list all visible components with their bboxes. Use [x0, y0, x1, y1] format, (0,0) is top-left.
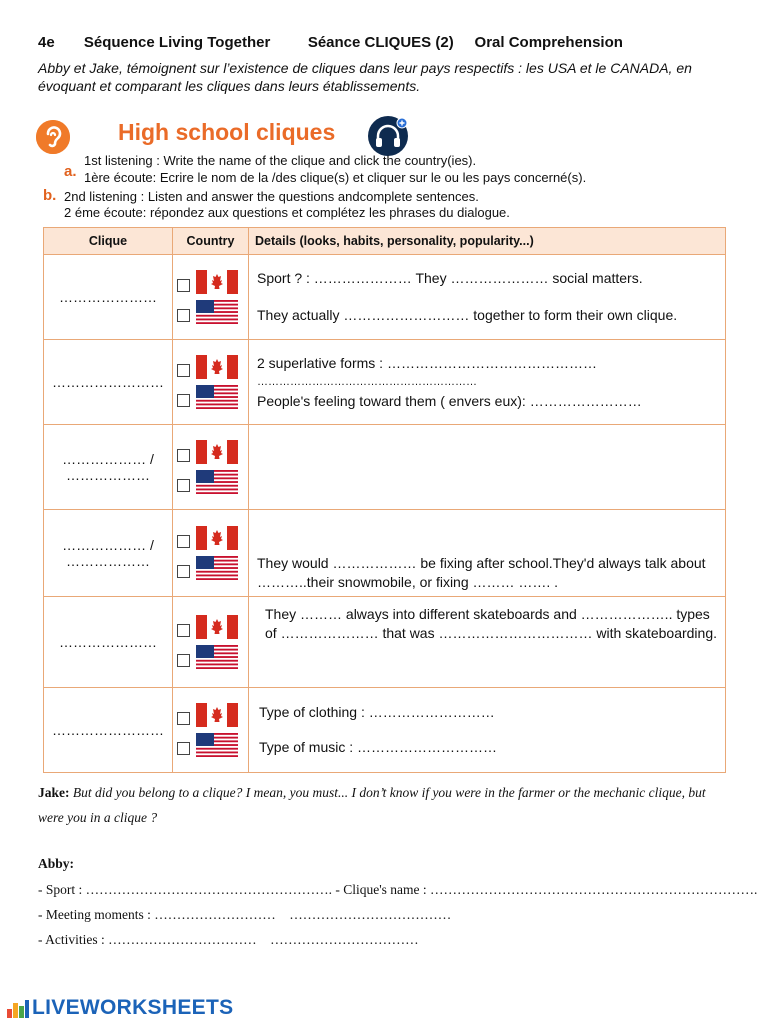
- canada-checkbox[interactable]: [177, 624, 190, 637]
- country-cell: [173, 688, 249, 773]
- canada-checkbox[interactable]: [177, 279, 190, 292]
- liveworksheets-logo: [6, 996, 233, 1020]
- intro-text: Abby et Jake, témoignent sur l’existence de cliques dans leur pays respectifs : les USA et le CANADA, en évoquant et comparant les cliques dans leurs établissements.: [38, 60, 692, 94]
- canada-flag-icon: [196, 355, 238, 379]
- details-line: Type of clothing : ………………………: [259, 704, 495, 720]
- table-row: [44, 255, 726, 340]
- canada-checkbox[interactable]: [177, 364, 190, 377]
- clique-name-field[interactable]: ……………… / ………………: [44, 510, 173, 597]
- usa-flag-icon: [196, 733, 238, 757]
- canada-checkbox[interactable]: [177, 535, 190, 548]
- jake-question: [38, 780, 728, 830]
- clique-name-field[interactable]: …………………: [44, 255, 173, 340]
- headphones-icon: [368, 116, 408, 156]
- details-line: People's feeling toward them ( envers eux): ……………………: [257, 392, 642, 409]
- abby-activities-line[interactable]: - Activities : …………………………… ……………………………: [38, 932, 419, 947]
- country-cell: [173, 425, 249, 510]
- abby-sport-line[interactable]: - Sport : ………………………………………………. - Clique's name : ……………………………………………………………….: [38, 882, 758, 897]
- page-title: High school cliques: [118, 119, 336, 145]
- jake-speaker-label: Jake:: [38, 785, 70, 800]
- details-cell: [249, 340, 726, 425]
- column-header-details: Details (looks, habits, personality, popularity...): [249, 228, 726, 255]
- title-banner: [36, 116, 436, 156]
- table-row: [44, 510, 726, 597]
- usa-flag-icon: [196, 645, 238, 669]
- instruction-line-1: 1st listening : Write the name of the clique and click the country(ies).: [84, 153, 477, 168]
- details-cell: [249, 425, 726, 510]
- country-cell: [173, 340, 249, 425]
- clique-name-field[interactable]: ……………………: [44, 688, 173, 773]
- details-line: 2 superlative forms : ………………………………………: [257, 354, 597, 371]
- table-row: [44, 597, 726, 688]
- details-line: They ……… always into different skateboards and ……………….. types of ………………… that was …………………………… with skateboarding.: [265, 606, 717, 641]
- worksheet-header: [38, 34, 623, 51]
- instruction-label-b: b.: [43, 187, 57, 204]
- details-cell: [249, 255, 726, 340]
- canada-checkbox[interactable]: [177, 449, 190, 462]
- details-line: Type of music : …………………………: [259, 739, 498, 755]
- abby-meeting-line[interactable]: - Meeting moments : ……………………… ………………………………: [38, 907, 452, 922]
- clique-name-field[interactable]: ……………………: [44, 340, 173, 425]
- canada-flag-icon: [196, 526, 238, 550]
- country-cell: [173, 597, 249, 688]
- country-cell: [173, 510, 249, 597]
- details-cell: [249, 510, 726, 597]
- cliques-table: [43, 227, 726, 773]
- abby-speaker-label: [38, 856, 74, 872]
- instruction-line-3: 2nd listening : Listen and answer the questions andcomplete sentences.: [64, 189, 479, 204]
- liveworksheets-logo-icon: [6, 997, 30, 1019]
- clique-name-field[interactable]: ……………… / ………………: [44, 425, 173, 510]
- table-row: [44, 688, 726, 773]
- details-line: Sport ? : ………………… They ………………… social matters.: [257, 270, 643, 286]
- details-line: They would ……………… be fixing after school.They'd always talk about ………..their snowmobile, or fixing ……… ……. .: [257, 555, 706, 590]
- usa-checkbox[interactable]: [177, 742, 190, 755]
- usa-checkbox[interactable]: [177, 565, 190, 578]
- session-label: Séance CLIQUES (2): [307, 34, 454, 51]
- table-row: [44, 340, 726, 425]
- usa-flag-icon: [196, 385, 238, 409]
- canada-flag-icon: [196, 703, 238, 727]
- usa-checkbox[interactable]: [177, 309, 190, 322]
- usa-flag-icon: [196, 470, 238, 494]
- column-header-clique: Clique: [44, 228, 173, 255]
- details-cell: [249, 597, 726, 688]
- instruction-label-a: a.: [64, 163, 77, 180]
- usa-checkbox[interactable]: [177, 654, 190, 667]
- clique-name-field[interactable]: …………………: [44, 597, 173, 688]
- instruction-line-2: 1ère écoute: Ecrire le nom de la /des clique(s) et cliquer sur le ou les pays concerné(s).: [84, 170, 587, 185]
- canada-flag-icon: [196, 270, 238, 294]
- jake-question-text: But did you belong to a clique? I mean, you must... I don’t know if you were in the farmer or the mechanic clique, but were you in a clique ?: [38, 785, 706, 825]
- details-line: ……………………………………………………: [257, 375, 477, 388]
- ear-icon: [36, 120, 70, 154]
- usa-flag-icon: [196, 556, 238, 580]
- usa-checkbox[interactable]: [177, 394, 190, 407]
- table-row: [44, 425, 726, 510]
- country-cell: [173, 255, 249, 340]
- activity-label: Oral Comprehension: [474, 34, 623, 51]
- liveworksheets-logo-text: LIVEWORKSHEETS: [32, 996, 234, 1019]
- usa-flag-icon: [196, 300, 238, 324]
- details-cell: [249, 688, 726, 773]
- grade-label: 4e: [38, 34, 55, 51]
- usa-checkbox[interactable]: [177, 479, 190, 492]
- details-line: They actually ……………………… together to form their own clique.: [257, 307, 678, 323]
- column-header-country: Country: [173, 228, 249, 255]
- canada-flag-icon: [196, 440, 238, 464]
- canada-flag-icon: [196, 615, 238, 639]
- instruction-line-4: 2 éme écoute: répondez aux questions et complétez les phrases du dialogue.: [64, 205, 510, 220]
- table-header-row: [44, 228, 726, 255]
- abby-label-text: Abby:: [38, 856, 75, 871]
- canada-checkbox[interactable]: [177, 712, 190, 725]
- sequence-label: Séquence Living Together: [83, 34, 271, 51]
